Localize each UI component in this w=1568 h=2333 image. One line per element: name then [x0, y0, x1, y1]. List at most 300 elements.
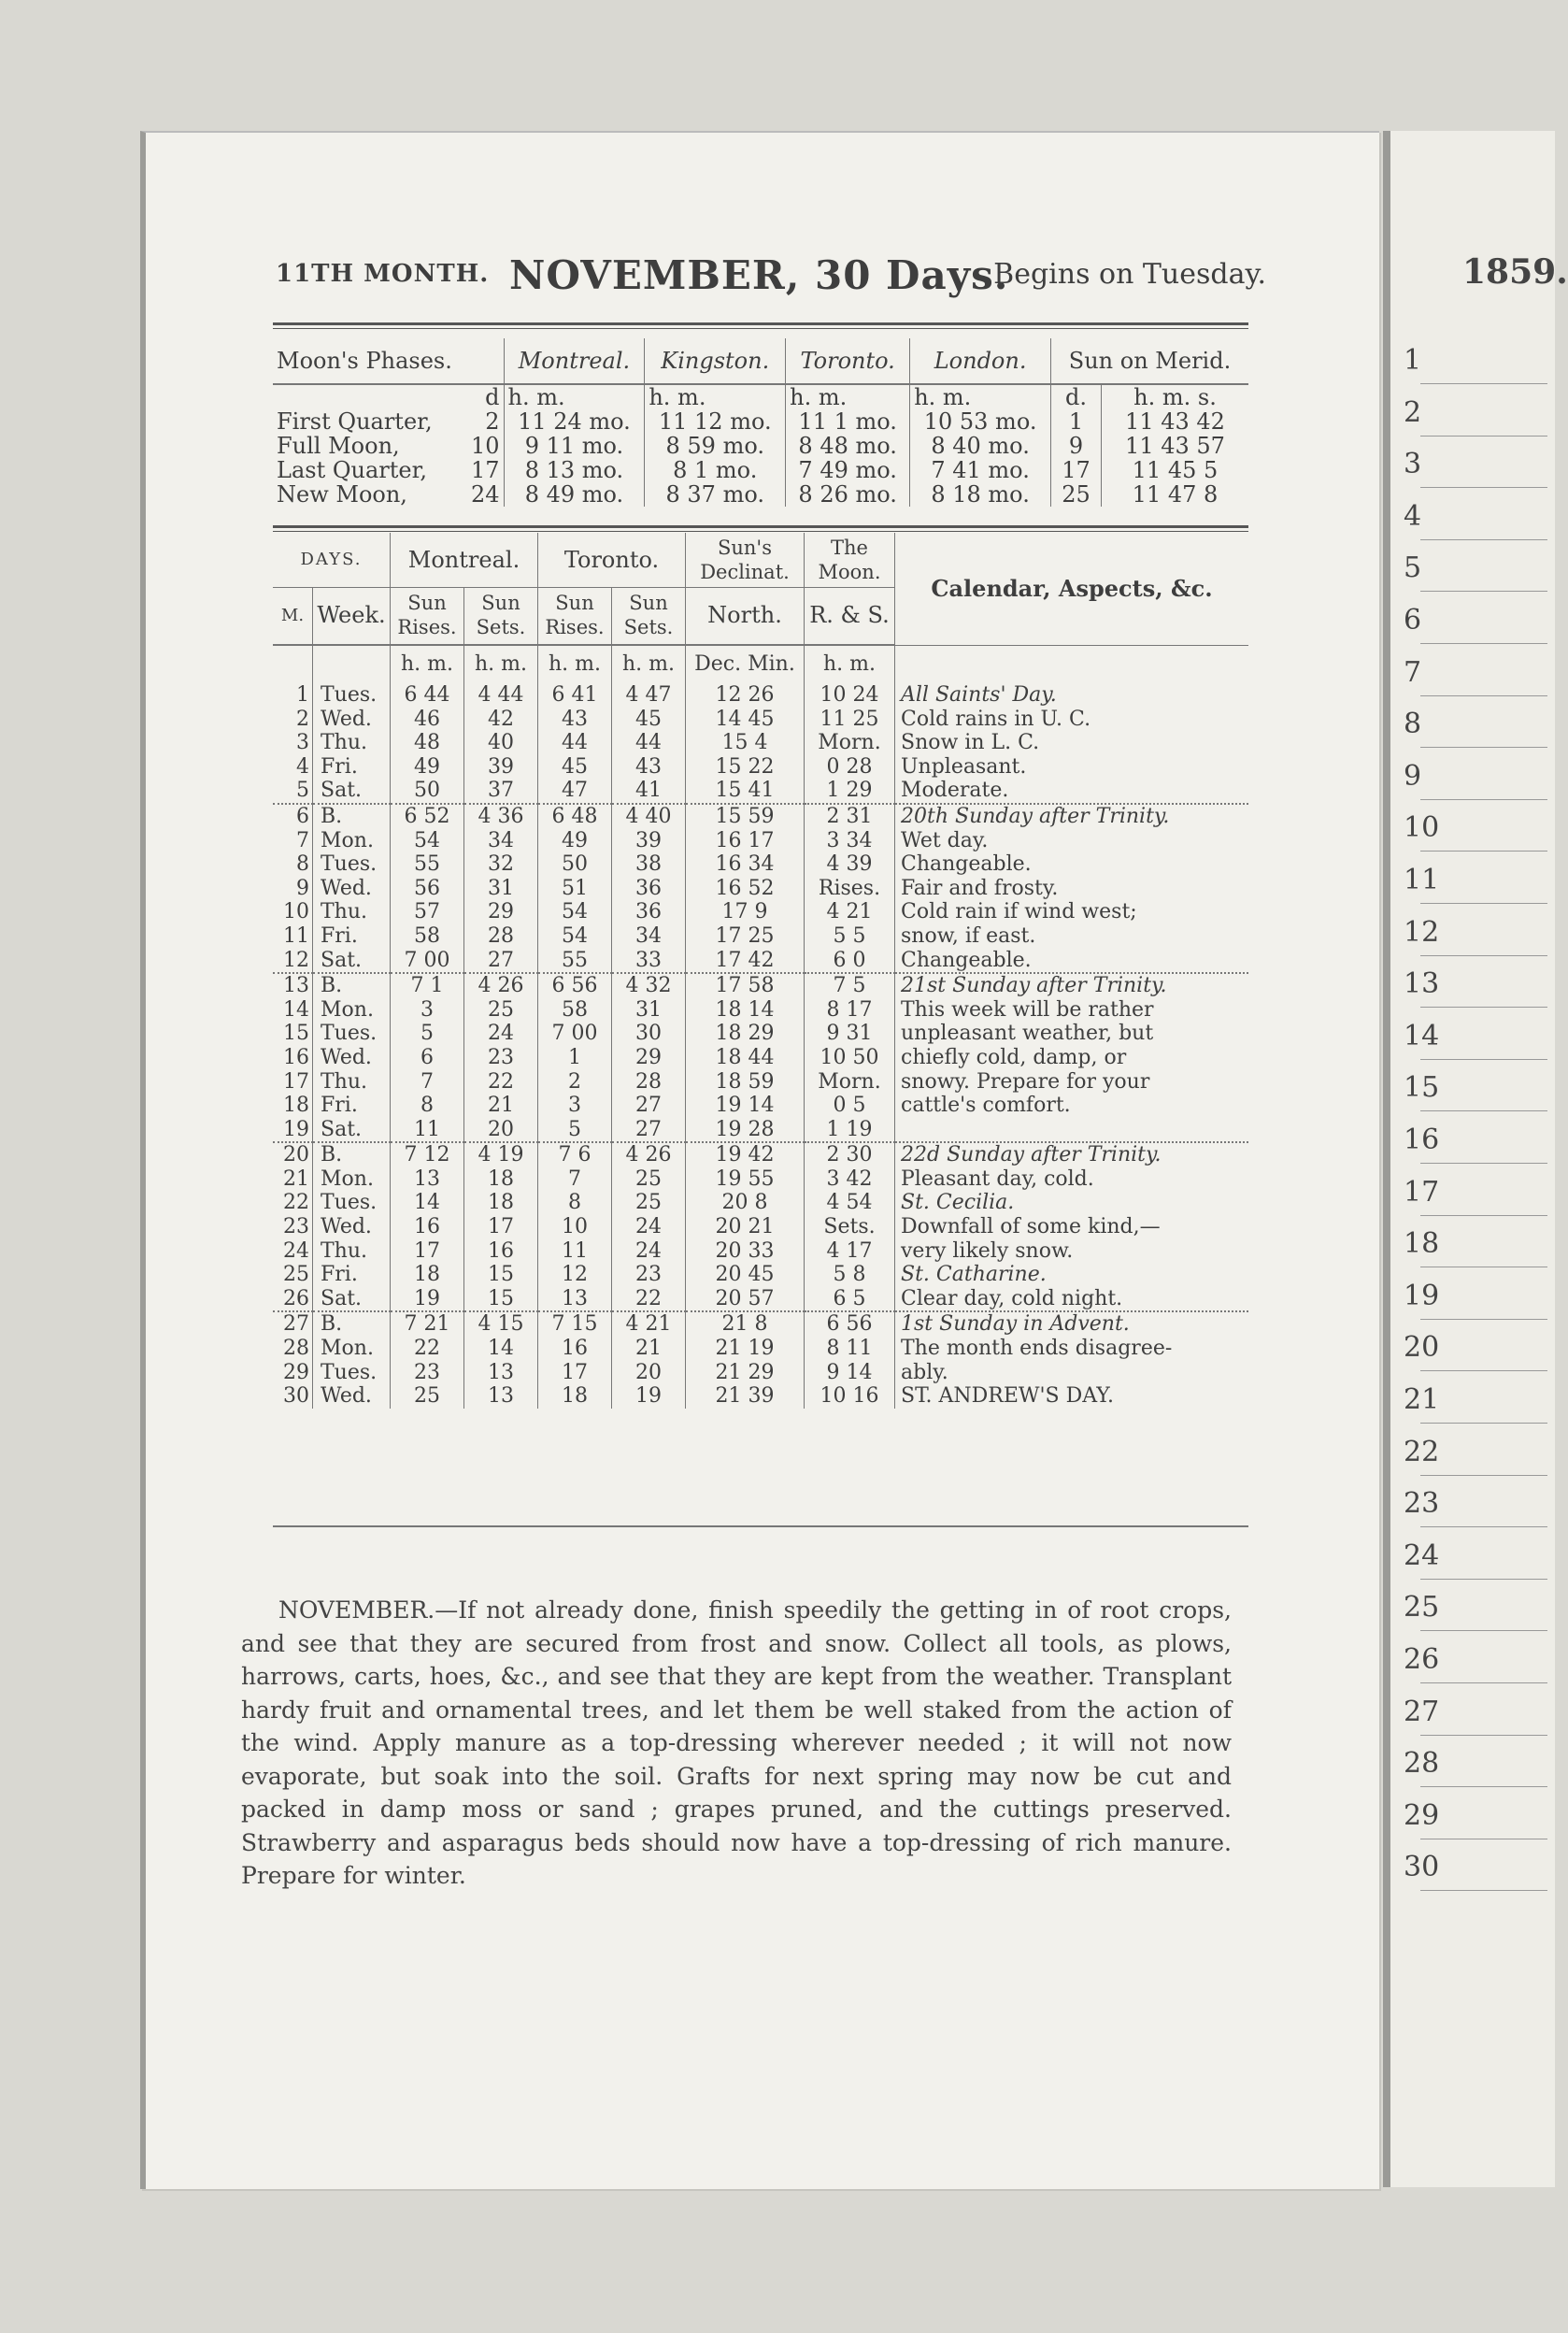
montreal-rises-header: Sun Rises. [391, 588, 464, 646]
calendar-aspect: This week will be rather [901, 997, 1154, 1022]
montreal-sunset: 21 [464, 1094, 538, 1118]
day-number: 7 [273, 829, 313, 853]
toronto-sunrise: 2 [538, 1070, 612, 1095]
moon-rise-set: 0 5 [805, 1094, 895, 1118]
montreal-sunrise: 58 [391, 924, 464, 949]
page-title: NOVEMBER, 30 Days. [509, 252, 1009, 298]
next-page-day-number: 20 [1404, 1331, 1440, 1365]
montreal-sunset: 39 [464, 755, 538, 780]
unit-label: Dec. Min. [686, 645, 805, 683]
next-page-day-number: 24 [1404, 1539, 1440, 1572]
next-page-rule [1420, 955, 1547, 956]
next-page-day-number: 25 [1404, 1591, 1440, 1625]
phase-london: 10 53 mo. [910, 409, 1051, 434]
montreal-sunset: 28 [464, 924, 538, 949]
calendar-row [273, 1384, 1248, 1409]
montreal-sunset: 24 [464, 1022, 538, 1046]
day-number: 26 [273, 1287, 313, 1312]
weekday: Tues. [313, 852, 391, 877]
calendar-aspect: Moderate. [895, 779, 1249, 804]
toronto-sunrise: 7 [538, 1167, 612, 1192]
toronto-sunrise: 13 [538, 1287, 612, 1312]
calendar-aspect: Changeable. [895, 949, 1249, 974]
phases-sub: h. m. [910, 384, 1051, 409]
north-header: North. [686, 588, 805, 646]
montreal-sunrise: 56 [391, 877, 464, 901]
declination-header: Sun's Declinat. [686, 533, 805, 588]
day-number: 11 [273, 924, 313, 949]
montreal-sunrise: 6 [391, 1046, 464, 1070]
phases-header: Moon's Phases. [273, 338, 504, 384]
phase-sun-day: 9 [1051, 434, 1102, 458]
weekday: Thu. [313, 731, 391, 755]
phases-sub: h. m. [786, 384, 910, 409]
moon-rise-set: 9 31 [805, 1022, 895, 1046]
sun-declination: 18 44 [686, 1046, 805, 1070]
toronto-sunrise: 8 [538, 1191, 612, 1215]
weekday: B. [313, 1142, 391, 1167]
sun-declination: 20 57 [686, 1287, 805, 1312]
montreal-sunrise: 6 52 [391, 804, 464, 829]
montreal-sunrise: 50 [391, 779, 464, 804]
sun-declination: 16 17 [686, 829, 805, 853]
montreal-sunrise: 7 21 [391, 1311, 464, 1337]
weekday: Mon. [313, 1337, 391, 1361]
day-number: 8 [273, 852, 313, 877]
toronto-sunrise: 6 41 [538, 683, 612, 708]
phases-sun-header: Sun on Merid. [1051, 338, 1249, 384]
calendar-row [273, 1337, 1248, 1361]
next-page-day-number: 11 [1404, 864, 1440, 896]
calendar-aspect: unpleasant weather, but [901, 1022, 1154, 1046]
next-page-day-number: 18 [1404, 1227, 1440, 1261]
toronto-sunset: 25 [612, 1191, 686, 1215]
montreal-sunrise: 46 [391, 708, 464, 732]
phase-montreal: 9 11 mo. [504, 434, 645, 458]
toronto-sunset: 41 [612, 779, 686, 804]
phase-sun-day: 25 [1051, 482, 1102, 507]
toronto-sunset: 36 [612, 877, 686, 901]
sun-declination: 21 19 [686, 1337, 805, 1361]
phases-montreal-header: Montreal. [504, 338, 645, 384]
sun-declination: 16 52 [686, 877, 805, 901]
moon-phases-table [273, 338, 1248, 507]
toronto-sunset: 31 [612, 998, 686, 1023]
montreal-sunset: 4 15 [464, 1311, 538, 1337]
toronto-sunset: 28 [612, 1070, 686, 1095]
calendar-row [273, 877, 1248, 901]
toronto-sunrise: 58 [538, 998, 612, 1023]
calendar-aspect: Snow in L. C. [901, 731, 1040, 755]
next-page-rule [1420, 1526, 1547, 1527]
next-page-day-number: 12 [1404, 915, 1440, 949]
phase-sun-time: 11 43 42 [1125, 408, 1225, 435]
montreal-sunrise: 54 [391, 829, 464, 853]
calendar-aspect: chiefly cold, damp, or [901, 1045, 1127, 1069]
toronto-sunrise: 6 56 [538, 973, 612, 998]
day-number: 28 [273, 1337, 313, 1361]
moon-rise-set: Morn. [805, 731, 895, 755]
toronto-sunset: 38 [612, 852, 686, 877]
toronto-sunset: 27 [612, 1094, 686, 1118]
montreal-sunset: 23 [464, 1046, 538, 1070]
calendar-aspect [895, 1118, 1249, 1143]
day-number: 5 [273, 779, 313, 804]
sun-declination: 18 59 [686, 1070, 805, 1095]
montreal-sunrise: 23 [391, 1361, 464, 1385]
phase-sun-time: 11 47 8 [1132, 481, 1219, 508]
toronto-sunset: 45 [612, 708, 686, 732]
unit-label: h. m. [538, 645, 612, 683]
phases-kingston-header: Kingston. [645, 338, 786, 384]
day-number: 9 [273, 877, 313, 901]
weekday: Mon. [313, 829, 391, 853]
montreal-sunset: 31 [464, 877, 538, 901]
toronto-sunset: 34 [612, 924, 686, 949]
day-number: 6 [273, 804, 313, 829]
calendar-aspect: very likely snow. [901, 1238, 1074, 1263]
calendar-row [273, 1094, 1248, 1118]
toronto-sunrise: 12 [538, 1263, 612, 1287]
next-page-rule [1420, 1682, 1547, 1683]
montreal-sunset: 4 36 [464, 804, 538, 829]
montreal-sunrise: 48 [391, 731, 464, 755]
montreal-sunset: 32 [464, 852, 538, 877]
weekday: Fri. [313, 924, 391, 949]
weekday: Wed. [313, 1384, 391, 1409]
next-page-day-number: 2 [1404, 395, 1422, 429]
next-page-rule [1420, 747, 1547, 748]
moon-rise-set: 5 5 [805, 924, 895, 949]
montreal-sunset: 40 [464, 731, 538, 755]
moon-rise-set: 8 17 [805, 998, 895, 1023]
weekday: Wed. [313, 877, 391, 901]
moon-rise-set: 8 11 [805, 1337, 895, 1361]
weekday: Thu. [313, 1070, 391, 1095]
moon-rise-set: 11 25 [805, 708, 895, 732]
toronto-sunset: 29 [612, 1046, 686, 1070]
next-page-day-number: 26 [1404, 1643, 1440, 1676]
toronto-rises-header: Sun Rises. [538, 588, 612, 646]
montreal-sunrise: 57 [391, 900, 464, 924]
moon-header: The Moon. [805, 533, 895, 588]
next-page-rule [1420, 487, 1547, 488]
toronto-sunrise: 17 [538, 1361, 612, 1385]
calendar-row [273, 683, 1248, 708]
phase-kingston: 11 12 mo. [645, 409, 786, 434]
phase-montreal: 11 24 mo. [504, 409, 645, 434]
weekday: Wed. [313, 708, 391, 732]
moon-rise-set: Rises. [805, 877, 895, 901]
day-number: 17 [273, 1070, 313, 1095]
day-number: 4 [273, 755, 313, 780]
weekday: Thu. [313, 900, 391, 924]
next-page-rule [1420, 1630, 1547, 1631]
next-page-day-number: 14 [1404, 1019, 1440, 1052]
header-rule [273, 322, 1248, 329]
moon-rise-set: Morn. [805, 1070, 895, 1095]
day-number: 25 [273, 1263, 313, 1287]
days-header: DAYS. [273, 533, 391, 588]
toronto-sunset: 4 32 [612, 973, 686, 998]
montreal-sunset: 15 [464, 1263, 538, 1287]
toronto-sunrise: 16 [538, 1337, 612, 1361]
calendar-row [273, 804, 1248, 829]
moon-rise-set: 4 21 [805, 900, 895, 924]
toronto-header: Toronto. [538, 533, 686, 588]
calendar-aspect: snow, if east. [901, 923, 1036, 948]
next-page-rule [1420, 1786, 1547, 1787]
toronto-sunset: 33 [612, 949, 686, 974]
calendar-row [273, 1118, 1248, 1143]
next-page-rule [1420, 1163, 1547, 1164]
toronto-sunset: 44 [612, 731, 686, 755]
month-day-header: M. [273, 588, 313, 646]
moon-rise-set: 5 8 [805, 1263, 895, 1287]
begins-label: Begins on Tuesday. [993, 258, 1266, 291]
sun-declination: 15 22 [686, 755, 805, 780]
toronto-sunrise: 54 [538, 924, 612, 949]
phases-london-header: London. [910, 338, 1051, 384]
toronto-sunset: 23 [612, 1263, 686, 1287]
day-number: 12 [273, 949, 313, 974]
unit-label: h. m. [391, 645, 464, 683]
weekday: Sat. [313, 1287, 391, 1312]
toronto-sunrise: 6 48 [538, 804, 612, 829]
calendar-row [273, 1070, 1248, 1095]
sun-declination: 17 9 [686, 900, 805, 924]
next-page-rule [1420, 1370, 1547, 1371]
montreal-sunset: 4 44 [464, 683, 538, 708]
next-page-rule [1420, 1110, 1547, 1111]
toronto-sunset: 22 [612, 1287, 686, 1312]
sun-declination: 12 26 [686, 683, 805, 708]
moon-rise-set: 6 0 [805, 949, 895, 974]
next-page-rule [1420, 1007, 1547, 1008]
montreal-sunset: 25 [464, 998, 538, 1023]
phase-day: 17 [467, 458, 504, 482]
montreal-sunrise: 7 [391, 1070, 464, 1095]
montreal-sunrise: 7 1 [391, 973, 464, 998]
moon-rise-set: 6 5 [805, 1287, 895, 1312]
next-page-rule [1420, 1423, 1547, 1424]
next-page-day-number: 19 [1404, 1279, 1440, 1312]
calendar-aspect: The month ends disagree- [901, 1337, 1173, 1361]
sun-declination: 18 29 [686, 1022, 805, 1046]
sun-declination: 19 28 [686, 1118, 805, 1143]
toronto-sunrise: 5 [538, 1118, 612, 1143]
sun-declination: 20 8 [686, 1191, 805, 1215]
calendar-row [273, 1191, 1248, 1215]
calendar-table [273, 533, 1248, 1409]
phase-kingston: 8 1 mo. [645, 458, 786, 482]
moon-rise-set: 2 30 [805, 1142, 895, 1167]
calendar-row [273, 829, 1248, 853]
toronto-sunrise: 7 6 [538, 1142, 612, 1167]
montreal-sunrise: 55 [391, 852, 464, 877]
phase-sun-day: 17 [1051, 458, 1102, 482]
moon-rise-set: Sets. [805, 1215, 895, 1239]
calendar-row [273, 1046, 1248, 1070]
day-number: 21 [273, 1167, 313, 1192]
next-page-day-number: 4 [1404, 499, 1422, 533]
montreal-sets-header: Sun Sets. [464, 588, 538, 646]
next-page-day-number: 16 [1404, 1124, 1440, 1156]
toronto-sunrise: 11 [538, 1239, 612, 1264]
calendar-row [273, 1287, 1248, 1312]
phase-name: New Moon, [277, 481, 407, 508]
toronto-sunset: 30 [612, 1022, 686, 1046]
sun-declination: 19 42 [686, 1142, 805, 1167]
day-number: 13 [273, 973, 313, 998]
calendar-aspect: cattle's comfort. [901, 1094, 1071, 1118]
calendar-row [273, 900, 1248, 924]
toronto-sunrise: 43 [538, 708, 612, 732]
calendar-row [273, 708, 1248, 732]
phase-row [273, 409, 1248, 434]
toronto-sunrise: 47 [538, 779, 612, 804]
sun-declination: 21 29 [686, 1361, 805, 1385]
montreal-sunrise: 7 12 [391, 1142, 464, 1167]
weekday: Tues. [313, 683, 391, 708]
calendar-aspect: Wet day. [901, 828, 989, 852]
calendar-aspect: Changeable. [901, 852, 1032, 877]
phases-sub: h. m. [504, 384, 645, 409]
calendar-aspect: St. Cecilia. [901, 1191, 1015, 1215]
montreal-sunset: 42 [464, 708, 538, 732]
weekday: B. [313, 804, 391, 829]
weekday: Fri. [313, 1094, 391, 1118]
phase-toronto: 8 26 mo. [786, 482, 910, 507]
next-page-day-number: 9 [1404, 759, 1422, 793]
next-page-rule [1420, 643, 1547, 644]
day-number: 10 [273, 900, 313, 924]
moon-rise-set: 3 42 [805, 1167, 895, 1192]
toronto-sunset: 27 [612, 1118, 686, 1143]
toronto-sunrise: 50 [538, 852, 612, 877]
calendar-aspect: 21st Sunday after Trinity. [901, 974, 1167, 998]
montreal-sunset: 22 [464, 1070, 538, 1095]
next-page-day-number: 5 [1404, 551, 1422, 585]
weekday: Fri. [313, 755, 391, 780]
sun-declination: 16 34 [686, 852, 805, 877]
montreal-sunrise: 11 [391, 1118, 464, 1143]
montreal-sunrise: 19 [391, 1287, 464, 1312]
montreal-sunset: 29 [464, 900, 538, 924]
montreal-sunset: 4 19 [464, 1142, 538, 1167]
moon-rise-set: 4 17 [805, 1239, 895, 1264]
next-page-day-number: 1 [1404, 344, 1422, 377]
phase-name: Last Quarter, [277, 457, 428, 483]
weekday: Sat. [313, 949, 391, 974]
toronto-sunrise: 10 [538, 1215, 612, 1239]
sun-declination: 21 39 [686, 1384, 805, 1409]
weekday: Wed. [313, 1046, 391, 1070]
unit-label: h. m. [805, 645, 895, 683]
weekday: Mon. [313, 1167, 391, 1192]
toronto-sunset: 19 [612, 1384, 686, 1409]
calendar-row [273, 1142, 1248, 1167]
calendar-row [273, 973, 1248, 998]
toronto-sunset: 25 [612, 1167, 686, 1192]
day-number: 24 [273, 1239, 313, 1264]
phase-row [273, 458, 1248, 482]
next-page-day-number: 6 [1404, 604, 1422, 637]
calendar-aspect: snowy. Prepare for your [901, 1069, 1150, 1094]
calendar-aspect: 22d Sunday after Trinity. [901, 1143, 1162, 1167]
phase-name: First Quarter, [277, 408, 433, 435]
montreal-sunset: 37 [464, 779, 538, 804]
next-page-day-number: 21 [1404, 1383, 1440, 1416]
calendar-aspect: Clear day, cold night. [895, 1287, 1249, 1312]
phase-kingston: 8 59 mo. [645, 434, 786, 458]
montreal-sunrise: 18 [391, 1263, 464, 1287]
moon-rise-set: 4 54 [805, 1191, 895, 1215]
next-page-day-number: 29 [1404, 1798, 1440, 1832]
toronto-sunset: 4 40 [612, 804, 686, 829]
calendar-body [273, 683, 1248, 1409]
weekday: Sat. [313, 779, 391, 804]
montreal-sunrise: 13 [391, 1167, 464, 1192]
day-number: 15 [273, 1022, 313, 1046]
next-page-day-number: 30 [1404, 1851, 1440, 1884]
montreal-sunset: 18 [464, 1167, 538, 1192]
weekday: Thu. [313, 1239, 391, 1264]
next-page-rule [1420, 851, 1547, 852]
phase-sun-day: 1 [1051, 409, 1102, 434]
phase-london: 8 40 mo. [910, 434, 1051, 458]
next-page-rule [1420, 1319, 1547, 1320]
sun-declination: 17 25 [686, 924, 805, 949]
phase-toronto: 8 48 mo. [786, 434, 910, 458]
next-page-day-number: 22 [1404, 1435, 1440, 1468]
toronto-sunset: 21 [612, 1337, 686, 1361]
moon-rise-set: 10 24 [805, 683, 895, 708]
next-page-rule [1420, 799, 1547, 800]
phase-name: Full Moon, [277, 433, 400, 459]
toronto-sunrise: 45 [538, 755, 612, 780]
weekday: Tues. [313, 1361, 391, 1385]
day-number: 16 [273, 1046, 313, 1070]
sun-declination: 19 55 [686, 1167, 805, 1192]
phase-sun-time: 11 45 5 [1132, 457, 1219, 483]
phase-toronto: 7 49 mo. [786, 458, 910, 482]
montreal-sunset: 20 [464, 1118, 538, 1143]
calendar-aspect: All Saints' Day. [901, 683, 1057, 707]
toronto-sunrise: 1 [538, 1046, 612, 1070]
weekday: Mon. [313, 998, 391, 1023]
moon-rise-set: 2 31 [805, 804, 895, 829]
unit-label: h. m. [612, 645, 686, 683]
montreal-sunrise: 17 [391, 1239, 464, 1264]
calendar-aspect: Cold rains in U. C. [901, 707, 1091, 731]
montreal-sunset: 34 [464, 829, 538, 853]
phase-day: 24 [467, 482, 504, 507]
toronto-sunset: 43 [612, 755, 686, 780]
phase-toronto: 11 1 mo. [786, 409, 910, 434]
sun-declination: 20 21 [686, 1215, 805, 1239]
toronto-sunrise: 7 00 [538, 1022, 612, 1046]
next-page-rule [1420, 383, 1547, 384]
next-page-day-number: 7 [1404, 655, 1422, 689]
sun-declination: 21 8 [686, 1311, 805, 1337]
phases-sub: d [467, 384, 504, 409]
calendar-aspect: 1st Sunday in Advent. [901, 1312, 1130, 1337]
sun-declination: 17 42 [686, 949, 805, 974]
montreal-sunset: 13 [464, 1361, 538, 1385]
montreal-sunrise: 5 [391, 1022, 464, 1046]
next-page-rule [1420, 903, 1547, 904]
